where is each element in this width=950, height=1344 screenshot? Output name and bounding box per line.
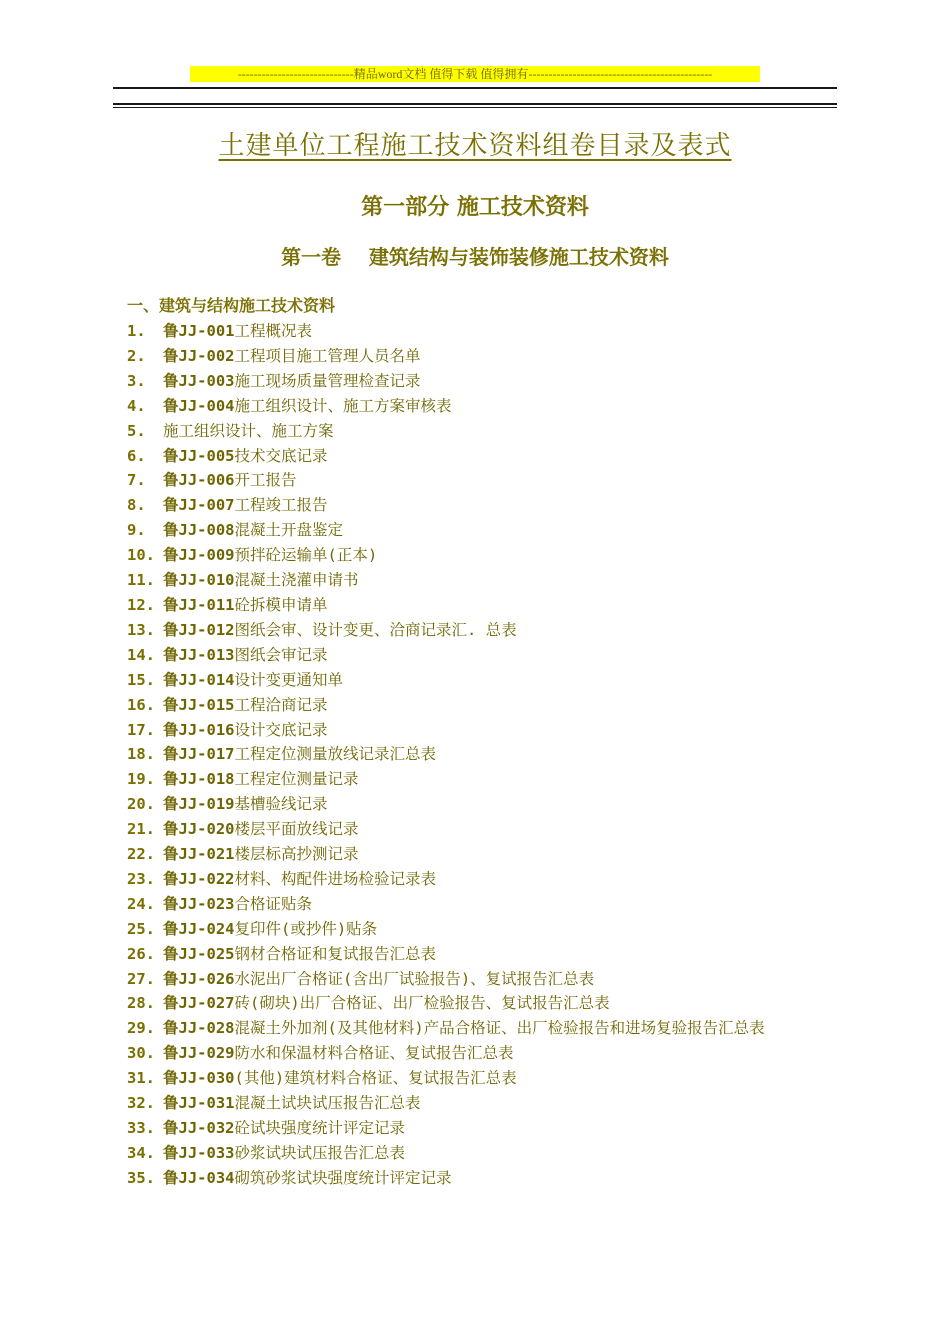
item-entry xyxy=(163,967,842,992)
item-number: 29. xyxy=(127,1019,155,1038)
item-code: 鲁JJ-011 xyxy=(163,595,235,614)
item-number: 13. xyxy=(127,620,155,639)
list-item xyxy=(127,1116,842,1141)
item-entry xyxy=(163,767,842,792)
list-item xyxy=(127,444,842,469)
item-code: 鲁JJ-007 xyxy=(163,496,235,515)
item-number: 4. xyxy=(127,396,146,415)
item-title: 砼拆模申请单 xyxy=(234,595,328,614)
volume-title: 第一卷 建筑结构与装饰装修施工技术资料 xyxy=(281,245,669,269)
list-item xyxy=(127,394,842,419)
list-item xyxy=(127,1091,842,1116)
item-entry xyxy=(163,817,842,842)
item-code: 鲁JJ-002 xyxy=(163,346,235,365)
item-title: 设计变更通知单 xyxy=(234,670,344,689)
list-item xyxy=(127,518,842,543)
header-banner: -----------------------------精品word文档 值得下载 值得拥有---------------------------------------------- xyxy=(190,66,760,82)
item-title: 混凝土试块试压报告汇总表 xyxy=(234,1094,421,1113)
list-item xyxy=(127,718,842,743)
item-entry xyxy=(163,842,842,867)
item-number: 35. xyxy=(127,1168,155,1187)
item-number: 24. xyxy=(127,894,155,913)
item-entry xyxy=(163,792,842,817)
item-number: 19. xyxy=(127,770,155,789)
item-code: 鲁JJ-004 xyxy=(163,396,235,415)
item-title: 施工现场质量管理检查记录 xyxy=(234,371,421,390)
item-entry xyxy=(163,693,842,718)
list-item xyxy=(127,543,842,568)
list-item xyxy=(127,643,842,668)
item-code: 鲁JJ-029 xyxy=(163,1044,235,1063)
item-entry xyxy=(163,444,842,469)
item-code: 鲁JJ-014 xyxy=(163,670,235,689)
item-code: 鲁JJ-010 xyxy=(163,571,235,590)
item-title: 混凝土外加剂(及其他材料)产品合格证、出厂检验报告和进场复验报告汇总表 xyxy=(234,1019,765,1038)
list-item xyxy=(127,842,842,867)
item-entry xyxy=(163,543,842,568)
item-entry xyxy=(163,1091,842,1116)
table-of-contents xyxy=(127,319,842,1191)
item-title: 砌筑砂浆试块强度统计评定记录 xyxy=(234,1168,452,1187)
item-code: 鲁JJ-023 xyxy=(163,894,235,913)
item-title: 工程项目施工管理人员名单 xyxy=(234,346,421,365)
item-title: 开工报告 xyxy=(234,471,297,490)
list-item xyxy=(127,493,842,518)
list-item xyxy=(127,1016,842,1041)
part-title: 第一部分 施工技术资料 xyxy=(361,195,589,220)
item-entry xyxy=(163,643,842,668)
item-number: 5. xyxy=(127,421,146,440)
list-item xyxy=(127,319,842,344)
list-item xyxy=(127,568,842,593)
item-code: 鲁JJ-015 xyxy=(163,695,235,714)
list-item xyxy=(127,817,842,842)
item-number: 9. xyxy=(127,521,146,540)
item-entry xyxy=(163,493,842,518)
list-item xyxy=(127,369,842,394)
item-title: 砂浆试块试压报告汇总表 xyxy=(234,1143,406,1162)
item-code: 鲁JJ-003 xyxy=(163,371,235,390)
list-item xyxy=(127,967,842,992)
document-title: 土建单位工程施工技术资料组卷目录及表式 xyxy=(218,131,732,161)
list-item xyxy=(127,942,842,967)
list-item xyxy=(127,1041,842,1066)
item-entry xyxy=(163,618,842,643)
item-code: 鲁JJ-031 xyxy=(163,1094,235,1113)
item-entry xyxy=(163,742,842,767)
item-code: 鲁JJ-017 xyxy=(163,745,235,764)
item-entry xyxy=(163,1116,842,1141)
item-number: 6. xyxy=(127,446,146,465)
item-title: 基槽验线记录 xyxy=(234,795,328,814)
item-entry xyxy=(163,942,842,967)
item-title: (其他)建筑材料合格证、复试报告汇总表 xyxy=(234,1069,517,1088)
item-code: 鲁JJ-026 xyxy=(163,969,235,988)
item-entry xyxy=(163,1041,842,1066)
item-number: 7. xyxy=(127,471,146,490)
item-code: 鲁JJ-008 xyxy=(163,521,235,540)
item-title: 施工组织设计、施工方案 xyxy=(163,421,334,440)
list-item xyxy=(127,867,842,892)
item-code: 鲁JJ-016 xyxy=(163,720,235,739)
list-item xyxy=(127,892,842,917)
item-code: 鲁JJ-021 xyxy=(163,845,235,864)
item-code: 鲁JJ-019 xyxy=(163,795,235,814)
list-item xyxy=(127,991,842,1016)
item-number: 12. xyxy=(127,595,155,614)
list-item xyxy=(127,1141,842,1166)
item-code: 鲁JJ-032 xyxy=(163,1119,235,1137)
item-title: 图纸会审、设计变更、洽商记录汇. 总表 xyxy=(234,620,517,639)
item-title: 钢材合格证和复试报告汇总表 xyxy=(234,944,437,963)
item-number: 10. xyxy=(127,546,155,565)
item-entry xyxy=(163,1141,842,1166)
item-number: 14. xyxy=(127,645,155,664)
item-entry xyxy=(163,1166,842,1191)
item-number: 26. xyxy=(127,944,155,963)
item-code: 鲁JJ-018 xyxy=(163,770,235,789)
item-number: 16. xyxy=(127,695,155,714)
list-item xyxy=(127,468,842,493)
item-code: 鲁JJ-028 xyxy=(163,1019,235,1038)
header-double-rule-top xyxy=(113,103,837,105)
item-title: 工程概况表 xyxy=(234,322,313,340)
item-number: 34. xyxy=(127,1143,155,1162)
item-number: 3. xyxy=(127,371,146,390)
item-title: 复印件(或抄件)贴条 xyxy=(234,919,378,938)
item-title: 合格证贴条 xyxy=(234,894,313,913)
item-code: 鲁JJ-013 xyxy=(163,645,235,664)
list-item xyxy=(127,668,842,693)
item-entry xyxy=(163,568,842,593)
item-title: 预拌砼运输单(正本) xyxy=(234,546,378,565)
item-entry xyxy=(163,319,842,344)
item-number: 8. xyxy=(127,496,146,515)
item-title: 施工组织设计、施工方案审核表 xyxy=(234,396,452,415)
item-title: 工程定位测量放线记录汇总表 xyxy=(234,745,437,764)
list-item xyxy=(127,1066,842,1091)
item-code: 鲁JJ-005 xyxy=(163,446,235,465)
item-code: 鲁JJ-009 xyxy=(163,546,235,565)
item-title: 技术交底记录 xyxy=(234,446,328,465)
item-title: 材料、构配件进场检验记录表 xyxy=(234,869,437,888)
item-entry xyxy=(163,344,842,369)
item-code: 鲁JJ-020 xyxy=(163,820,235,839)
item-code: 鲁JJ-012 xyxy=(163,620,235,639)
item-title: 设计交底记录 xyxy=(234,720,328,739)
item-title: 防水和保温材料合格证、复试报告汇总表 xyxy=(234,1044,514,1063)
item-title: 图纸会审记录 xyxy=(234,645,328,664)
item-title: 混凝土浇灌申请书 xyxy=(234,571,359,590)
item-number: 17. xyxy=(127,720,155,739)
item-entry xyxy=(163,394,842,419)
item-entry xyxy=(163,468,842,493)
item-code: 鲁JJ-034 xyxy=(163,1168,235,1187)
item-entry xyxy=(163,369,842,394)
item-code: 鲁JJ-025 xyxy=(163,944,235,963)
header-double-rule-bottom xyxy=(113,107,837,108)
item-number: 31. xyxy=(127,1069,155,1088)
item-code: 鲁JJ-033 xyxy=(163,1143,235,1162)
item-title: 砖(砌块)出厂合格证、出厂检验报告、复试报告汇总表 xyxy=(234,994,610,1013)
item-entry xyxy=(163,668,842,693)
item-entry xyxy=(163,1066,842,1091)
item-number: 22. xyxy=(127,845,155,864)
item-title: 楼层平面放线记录 xyxy=(234,820,359,839)
item-number: 15. xyxy=(127,670,155,689)
item-code: 鲁JJ-022 xyxy=(163,869,235,888)
item-number: 1. xyxy=(127,322,146,340)
item-number: 2. xyxy=(127,346,146,365)
item-code: 鲁JJ-030 xyxy=(163,1069,235,1088)
item-title: 工程竣工报告 xyxy=(234,496,328,515)
item-code: 鲁JJ-006 xyxy=(163,471,235,490)
item-entry xyxy=(163,991,842,1016)
list-item xyxy=(127,742,842,767)
list-item xyxy=(127,792,842,817)
item-entry xyxy=(163,593,842,618)
item-title: 砼试块强度统计评定记录 xyxy=(234,1119,406,1137)
item-number: 32. xyxy=(127,1094,155,1113)
header-rule xyxy=(113,87,837,89)
item-number: 21. xyxy=(127,820,155,839)
item-code: 鲁JJ-027 xyxy=(163,994,235,1013)
item-title: 工程定位测量记录 xyxy=(234,770,359,789)
item-title: 楼层标高抄测记录 xyxy=(234,845,359,864)
item-entry xyxy=(163,917,842,942)
item-title: 工程洽商记录 xyxy=(234,695,328,714)
list-item xyxy=(127,419,842,444)
list-item xyxy=(127,917,842,942)
list-item xyxy=(127,618,842,643)
item-title: 水泥出厂合格证(含出厂试验报告)、复试报告汇总表 xyxy=(234,969,595,988)
list-item xyxy=(127,693,842,718)
list-item xyxy=(127,593,842,618)
item-number: 11. xyxy=(127,571,155,590)
item-number: 25. xyxy=(127,919,155,938)
item-code: 鲁JJ-001 xyxy=(163,322,235,340)
item-number: 20. xyxy=(127,795,155,814)
item-number: 23. xyxy=(127,869,155,888)
item-title: 混凝土开盘鉴定 xyxy=(234,521,344,540)
item-number: 18. xyxy=(127,745,155,764)
item-number: 27. xyxy=(127,969,155,988)
item-number: 30. xyxy=(127,1044,155,1063)
item-number: 33. xyxy=(127,1119,155,1137)
list-item xyxy=(127,344,842,369)
item-code: 鲁JJ-024 xyxy=(163,919,235,938)
list-item xyxy=(127,767,842,792)
section-heading: 一、建筑与结构施工技术资料 xyxy=(127,296,336,315)
item-entry xyxy=(163,419,842,444)
list-item xyxy=(127,1166,842,1191)
item-entry xyxy=(163,518,842,543)
item-entry xyxy=(163,892,842,917)
item-entry xyxy=(163,1016,842,1041)
item-number: 28. xyxy=(127,994,155,1013)
item-entry xyxy=(163,867,842,892)
item-entry xyxy=(163,718,842,743)
